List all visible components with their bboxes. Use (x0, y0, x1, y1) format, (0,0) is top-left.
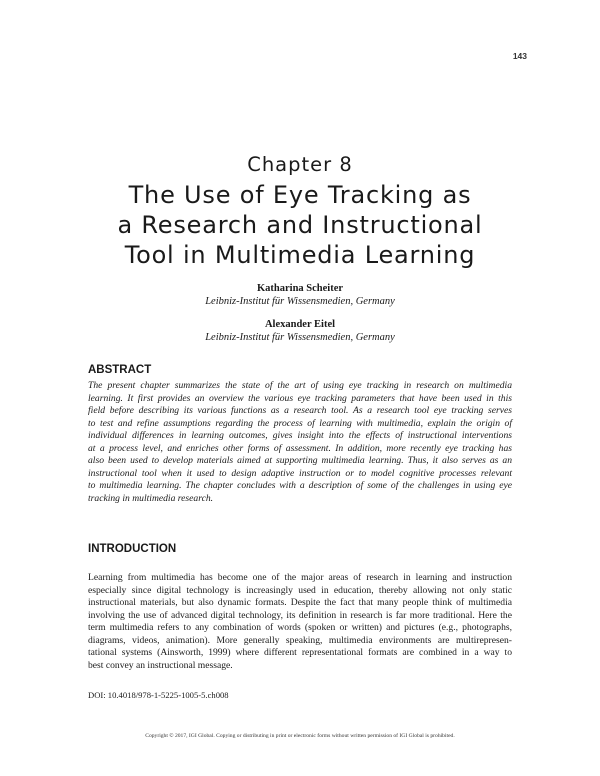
abstract-line: The present chapter summarizes the state of the art of using eye tracking in research on multimedia (88, 380, 512, 391)
introduction-line: involving the use of advanced digital technology, its definition in research is far more traditional. Here the (88, 609, 512, 621)
introduction-line: term multimedia refers to any combination of words (spoken or written) and pictures (e.g., photographs, (88, 622, 512, 634)
chapter-title (60, 180, 540, 270)
abstract-line: individual differences in learning outcomes, gives insight into the effects of instructional interventions (88, 430, 512, 442)
abstract-line: at a process level, and enriches other forms of assessment. In addition, more recently eye tracking has (88, 442, 512, 454)
abstract-line: to multimedia learning. The chapter concludes with a description of some of the challenges in using eye (88, 480, 512, 492)
author-block (0, 282, 600, 308)
introduction-line: instructional materials, but also dynamic formats. Despite the fact that many people think of multimedia (88, 597, 512, 609)
abstract-line: also been used to develop materials aimed at supporting multimedia learning. Thus, it also serves as an (88, 455, 512, 467)
introduction-line: best convey an instructional message. (88, 659, 233, 671)
introduction-line: tational systems (Ainsworth, 1999) where different representational formats are combined in a way to (88, 647, 512, 659)
abstract-line: field before describing its various functions as a research tool. As a research tool eye tracking serves (88, 405, 512, 417)
abstract-line: to test and refine assumptions regarding the process of learning with multimedia, explain the origin of (88, 417, 512, 429)
introduction-body (88, 572, 512, 672)
abstract-heading: ABSTRACT (88, 364, 152, 376)
introduction-heading: INTRODUCTION (88, 543, 177, 555)
chapter-label: Chapter 8 (247, 153, 353, 176)
chapter-title-line: a Research and Instructional (117, 211, 483, 239)
chapter-title-line: Tool in Multimedia Learning (124, 241, 476, 269)
author-affiliation: Leibniz-Institut für Wissensmedien, Germany (205, 296, 395, 307)
introduction-line: diagrams, videos, animation). More generally speaking, multimedia environments are multirepresen- (88, 634, 512, 646)
page-number: 143 (512, 51, 527, 61)
abstract-line: learning. It first provides an overview the various eye tracking parameters that have been used in this (88, 392, 512, 404)
abstract-line: instructional tool when it used to design adaptive instruction or to model cognitive processes relevant (88, 467, 512, 479)
author-name: Alexander Eitel (264, 319, 336, 330)
author-block (0, 318, 600, 344)
author-affiliation: Leibniz-Institut für Wissensmedien, Germany (205, 332, 395, 343)
abstract-body (88, 380, 512, 505)
abstract-line: tracking in multimedia research. (88, 492, 214, 504)
introduction-line: especially since digital technology is increasingly used in education, thereby allowing not only static (88, 584, 512, 596)
copyright-footer: Copyright © 2017, IGI Global. Copying or distributing in print or electronic forms without written permission of IGI Global is prohibited. (145, 733, 455, 739)
doi-line: DOI: 10.4018/978-1-5225-1005-5.ch008 (88, 690, 229, 700)
author-name: Katharina Scheiter (256, 283, 344, 294)
introduction-line: Learning from multimedia has become one of the major areas of research in learning and instruction (88, 572, 512, 583)
chapter-title-line: The Use of Eye Tracking as (128, 181, 472, 209)
